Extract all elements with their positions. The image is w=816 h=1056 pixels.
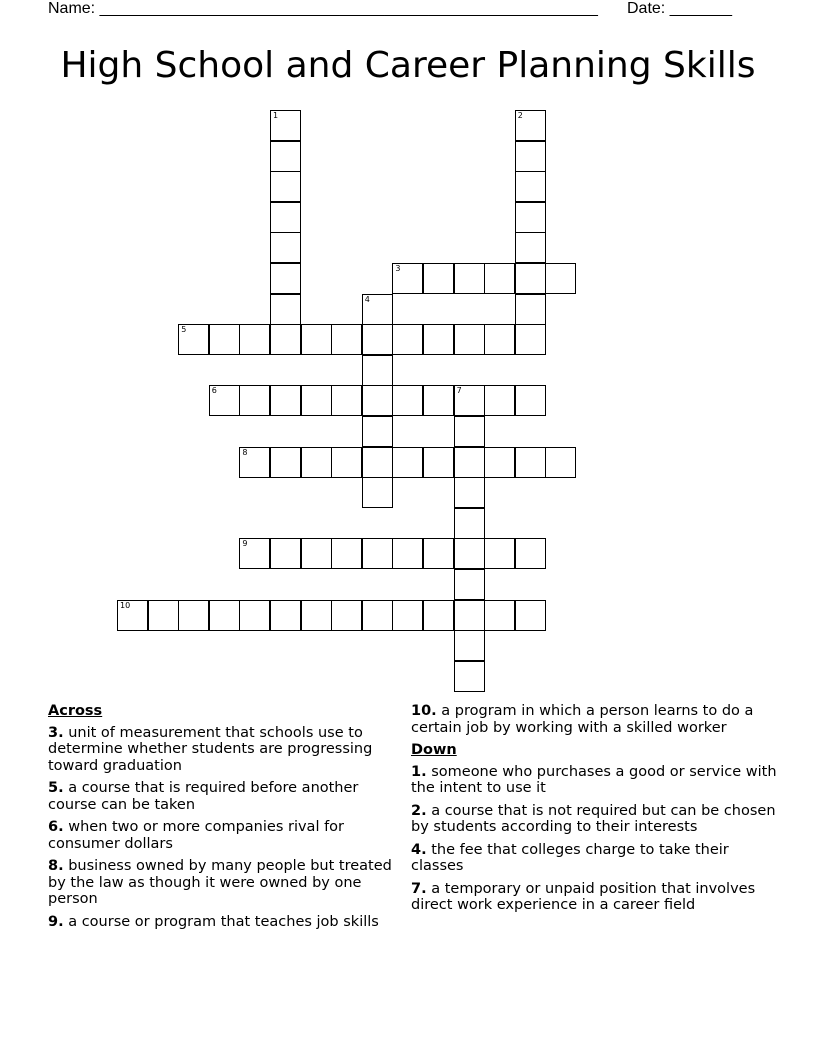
crossword-cell[interactable] [515,232,546,263]
crossword-cell[interactable] [270,110,301,141]
crossword-cell[interactable] [301,385,332,416]
crossword-cell[interactable] [301,447,332,478]
date-field[interactable]: Date: _______ [627,0,732,17]
clue-text: a program in which a person learns to do a certain job by working with a skilled worker [411,703,754,736]
crossword-cell[interactable] [270,232,301,263]
crossword-cell[interactable] [484,447,515,478]
clue-number-label: 4 [364,294,370,304]
crossword-cell[interactable] [178,324,209,355]
clue-text: a temporary or unpaid position that involves direct work experience in a career field [411,880,756,913]
crossword-cell[interactable] [515,538,546,569]
crossword-cell[interactable] [362,477,393,508]
crossword-cell[interactable] [362,385,393,416]
clue-text: a course that is not required but can be chosen by students according to their interests [411,802,776,835]
crossword-cell[interactable] [454,385,485,416]
clue-number: 4. [411,841,427,858]
clue-across-3 [48,725,398,775]
clue-text: someone who purchases a good or service with the intent to use it [411,763,777,796]
crossword-cell[interactable] [239,538,270,569]
crossword-cell[interactable] [301,600,332,631]
clue-down-1 [411,764,781,797]
crossword-cell[interactable] [270,385,301,416]
crossword-cell[interactable] [454,263,485,294]
crossword-cell[interactable] [423,600,454,631]
crossword-cell[interactable] [454,600,485,631]
crossword-cell[interactable] [423,385,454,416]
crossword-cell[interactable] [515,141,546,172]
crossword-cell[interactable] [239,600,270,631]
clue-number: 7. [411,880,427,897]
crossword-cell[interactable] [270,447,301,478]
crossword-cell[interactable] [515,263,546,294]
crossword-cell[interactable] [331,385,362,416]
crossword-cell[interactable] [392,538,423,569]
crossword-cell[interactable] [484,538,515,569]
crossword-cell[interactable] [148,600,179,631]
clue-number-label: 8 [242,447,248,457]
crossword-cell[interactable] [515,600,546,631]
crossword-cell[interactable] [362,294,393,325]
crossword-cell[interactable] [239,447,270,478]
crossword-cell[interactable] [545,263,576,294]
crossword-cell[interactable] [454,447,485,478]
clue-number: 3. [48,724,64,741]
crossword-cell[interactable] [454,477,485,508]
crossword-cell[interactable] [392,263,423,294]
crossword-cell[interactable] [392,385,423,416]
crossword-cell[interactable] [423,538,454,569]
name-field[interactable]: Name: ________________________________________________________ [48,0,598,17]
crossword-cell[interactable] [454,508,485,539]
clue-number: 9. [48,913,64,930]
page-title: High School and Career Planning Skills [60,45,756,86]
clue-number-label: 1 [273,111,279,120]
clue-across-8 [48,858,398,908]
crossword-cell[interactable] [484,600,515,631]
crossword-cell[interactable] [484,324,515,355]
clue-down-7 [411,881,781,914]
crossword-cell[interactable] [484,385,515,416]
clues-column-left [48,703,398,936]
crossword-cell[interactable] [454,661,485,692]
crossword-cell[interactable] [239,324,270,355]
crossword-cell[interactable] [484,263,515,294]
crossword-cell[interactable] [454,538,485,569]
crossword-cell[interactable] [454,416,485,447]
crossword-cell[interactable] [178,600,209,631]
clue-down-4 [411,842,781,875]
clue-across-10 [411,703,781,736]
crossword-cell[interactable] [454,324,485,355]
clue-text: the fee that colleges charge to take their classes [411,841,729,874]
crossword-cell[interactable] [362,600,393,631]
clue-number: 8. [48,858,64,874]
crossword-cell[interactable] [362,324,393,355]
crossword-cell[interactable] [454,569,485,600]
crossword-cell[interactable] [515,324,546,355]
crossword-cell[interactable] [392,324,423,355]
crossword-cell[interactable] [392,447,423,478]
clues-column-right [411,703,781,920]
crossword-cell[interactable] [270,324,301,355]
crossword-cell[interactable] [423,324,454,355]
clue-down-2 [411,803,781,836]
crossword-cell[interactable] [392,600,423,631]
clue-text: a course that is required before another course can be taken [48,780,359,813]
crossword-cell[interactable] [270,141,301,172]
crossword-cell[interactable] [270,600,301,631]
crossword-cell[interactable] [270,171,301,202]
crossword-cell[interactable] [515,294,546,325]
crossword-cell[interactable] [454,630,485,661]
crossword-cell[interactable] [209,324,240,355]
crossword-cell[interactable] [515,171,546,202]
down-heading: Down [411,742,457,758]
crossword-cell[interactable] [362,355,393,386]
clue-number-label: 10 [120,600,131,610]
crossword-cell[interactable] [331,538,362,569]
crossword-cell[interactable] [331,324,362,355]
clue-number-label: 7 [456,386,462,396]
clue-text: a course or program that teaches job skills [63,913,379,930]
clue-across-5 [48,780,398,813]
clue-number: 1. [411,763,427,780]
crossword-cell[interactable] [331,600,362,631]
crossword-cell[interactable] [209,600,240,631]
crossword-cell[interactable] [545,447,576,478]
crossword-cell[interactable] [515,110,546,141]
clue-text: business owned by many people but treated by the law as though it were owned by one person [48,858,392,907]
clue-text: when two or more companies rival for consumer dollars [48,819,345,852]
crossword-cell[interactable] [362,447,393,478]
crossword-cell[interactable] [423,447,454,478]
crossword-cell[interactable] [362,416,393,447]
clue-number: 6. [48,819,64,835]
clue-across-9 [48,914,398,931]
crossword-cell[interactable] [301,538,332,569]
crossword-cell[interactable] [270,202,301,233]
clue-number-label: 9 [242,539,248,549]
crossword-cell[interactable] [515,447,546,478]
clue-number: 5. [48,780,64,796]
crossword-cell[interactable] [270,263,301,294]
crossword-cell[interactable] [209,385,240,416]
clue-number-label: 5 [181,325,187,335]
crossword-cell[interactable] [270,294,301,325]
crossword-cell[interactable] [515,202,546,233]
clue-number-label: 6 [211,386,217,396]
clue-number: 10. [411,703,437,719]
clue-number-label: 3 [395,264,401,273]
crossword-cell[interactable] [301,324,332,355]
clue-across-6 [48,819,398,852]
crossword-cell[interactable] [423,263,454,294]
across-heading: Across [48,703,103,719]
crossword-cell[interactable] [117,600,148,631]
crossword-cell[interactable] [239,385,270,416]
crossword-cell[interactable] [362,538,393,569]
crossword-cell[interactable] [331,447,362,478]
clue-number-label: 2 [517,111,523,120]
clue-number: 2. [411,802,427,819]
crossword-cell[interactable] [270,538,301,569]
clue-text: unit of measurement that schools use to determine whether students are progressing toward graduation [48,724,373,774]
crossword-cell[interactable] [515,385,546,416]
